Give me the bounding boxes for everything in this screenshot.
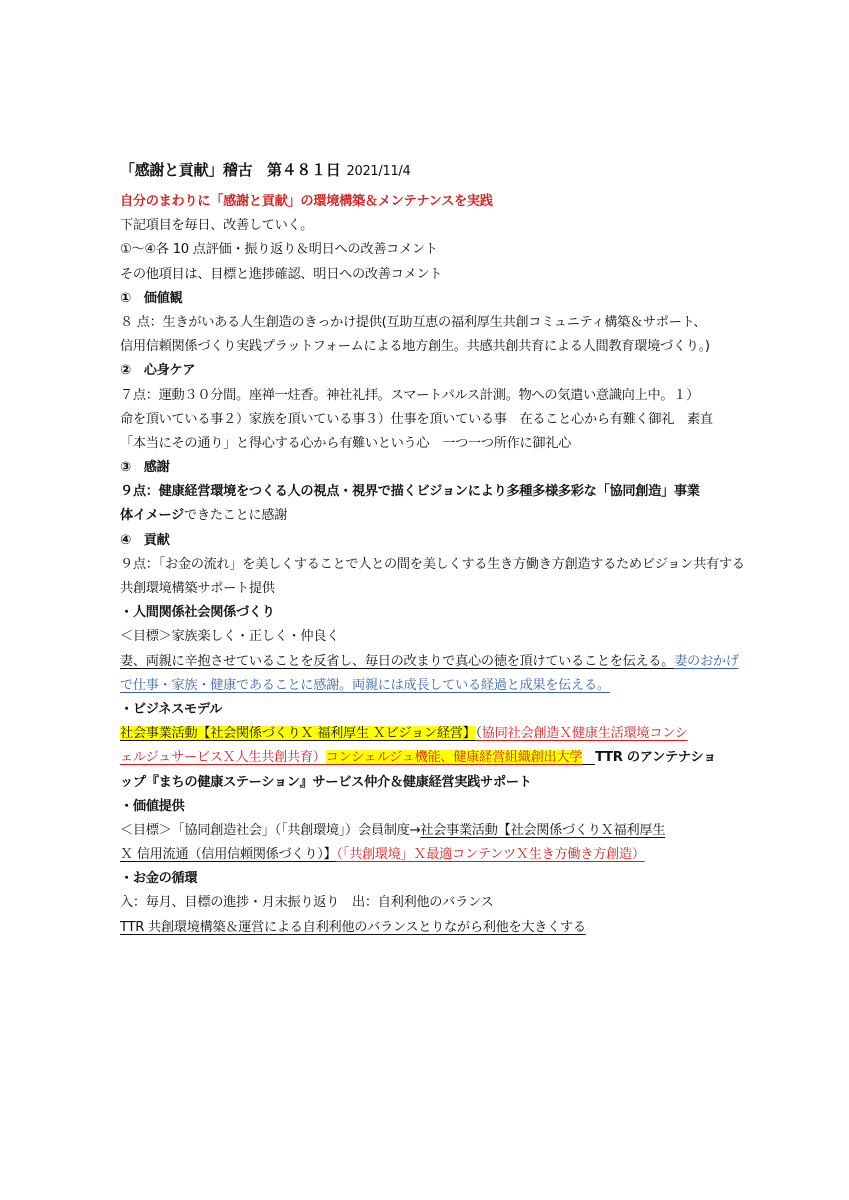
- intro-line-1: 下記項目を毎日、改善していく。: [120, 218, 314, 234]
- document-body: [120, 156, 745, 940]
- relations-line-1: [120, 650, 740, 674]
- page-title: [120, 156, 740, 184]
- section-care-line-2: 命を頂いている事２）家族を頂いている事３）仕事を頂いている事 在ること心から有難く御礼 素直: [120, 411, 713, 427]
- value-line-1-main: ＜目標＞「協同創造社会」（「共創環境」）会員制度→: [120, 822, 421, 838]
- section-care-line-1: ７点：運動３０分間。座禅一炷香。神社礼拝。スマートパルス計測。物への気遣い意識向上中。１）: [120, 387, 700, 403]
- business-line-2-highlight: コンシェルジュ機能、健康経営組織創出大学: [325, 750, 583, 766]
- value-line-2-main: Ｘ 信用流通（信用信頼関係づくり）】: [120, 847, 337, 863]
- headline: 自分のまわりに「感謝と貢献」の環境構築＆メンテナンスを実践: [120, 194, 493, 209]
- value-line-2: [120, 843, 740, 867]
- title-date: 2021/11/4: [346, 164, 411, 179]
- business-line-1: [120, 722, 740, 746]
- section-care-heading: ② 心身ケア: [120, 363, 196, 379]
- section-gratitude-heading: ③ 感謝: [120, 460, 170, 476]
- value-line-1: [120, 819, 740, 843]
- section-contribution-heading: ④ 貢献: [120, 532, 170, 548]
- business-heading: ・ビジネスモデル: [120, 701, 223, 717]
- relations-line-1-main: 妻、両親に辛抱させていることを反省し、毎日の改まりで真心の徳を頂けていることを伝える。: [120, 653, 675, 669]
- relations-line-1-blue: 妻のおかげ: [674, 653, 739, 669]
- intro-line-3: その他項目は、目標と進捗確認、明日への改善コメント: [120, 266, 443, 282]
- intro-line-2: ①～④各 10 点評価・振り返り＆明日への改善コメント: [120, 242, 438, 258]
- section-care-line-3: 「本当にその通り」と得心する心から有難いという心 一つ一つ所作に御礼心: [120, 435, 572, 451]
- money-heading: ・お金の循環: [120, 871, 198, 887]
- section-gratitude-line-1: ９点：健康経営環境をつくる人の視点・視界で描くビジョンにより多種多様多彩な「協同創造」事業: [120, 484, 700, 500]
- section-contribution-line-2: 共創環境構築サポート提供: [120, 581, 275, 596]
- relations-heading: ・人間関係社会関係づくり: [120, 605, 275, 621]
- value-line-1-underlined: 社会事業活動【社会関係づくりＸ福利厚生: [420, 822, 666, 838]
- gratitude-bold-part: 体イメージ: [120, 508, 185, 524]
- business-line-1-highlight: 社会事業活動【社会関係づくりＸ 福利厚生 Ｘビジョン経営】: [120, 726, 476, 742]
- money-line-2: TTR 共創環境構築＆運営による自利利他のバランスとりながら利他を大きくする: [120, 919, 586, 935]
- section-values-heading: ① 価値観: [120, 290, 183, 306]
- business-line-2-bold: TTR のアンテナショ: [595, 750, 717, 766]
- title-text: 「感謝と貢献」稽古 第４８１日: [120, 161, 341, 179]
- section-values-line-1: ８ 点：生きがいある人生創造のきっかけ提供(互助互恵の福利厚生共創コミュニティ構築＆サポート、: [120, 314, 707, 330]
- business-line-2: [120, 746, 740, 770]
- value-line-2-red: （「共創環境」Ｘ最適コンテンツＸ生き方働き方創造）: [336, 847, 645, 863]
- section-contribution-line-1: ９点：「お金の流れ」を美しくすることで人との間を美しくする生き方働き方創造するためビジョン共有する: [120, 556, 745, 572]
- relations-line-2: で仕事・家族・健康であることに感謝。両親には成長している経過と成果を伝える。: [120, 677, 610, 693]
- section-values-line-2: 信用信頼関係づくり実践プラットフォームによる地方創生。共感共創共育による人間教育環境づくり。): [120, 339, 710, 355]
- business-line-2-space: [582, 750, 595, 765]
- business-line-1-paren: （: [475, 726, 482, 742]
- value-heading: ・価値提供: [120, 798, 185, 814]
- section-gratitude-line-2: [120, 504, 740, 528]
- business-line-2-red: ェルジュサービスＸ人生共創共育）: [120, 750, 326, 766]
- money-line-1: 入：毎月、目標の進捗・月末振り返り 出：自利利他のバランス: [120, 895, 494, 911]
- business-line-1-red: 協同社会創造Ｘ健康生活環境コンシ: [481, 726, 688, 742]
- gratitude-normal-part: できたことに感謝: [184, 508, 288, 524]
- relations-goal: ＜目標＞家族楽しく・正しく・仲良く: [120, 629, 340, 645]
- business-line-3: ップ『まちの健康ステーション』サービス仲介＆健康経営実践サポート: [120, 774, 532, 790]
